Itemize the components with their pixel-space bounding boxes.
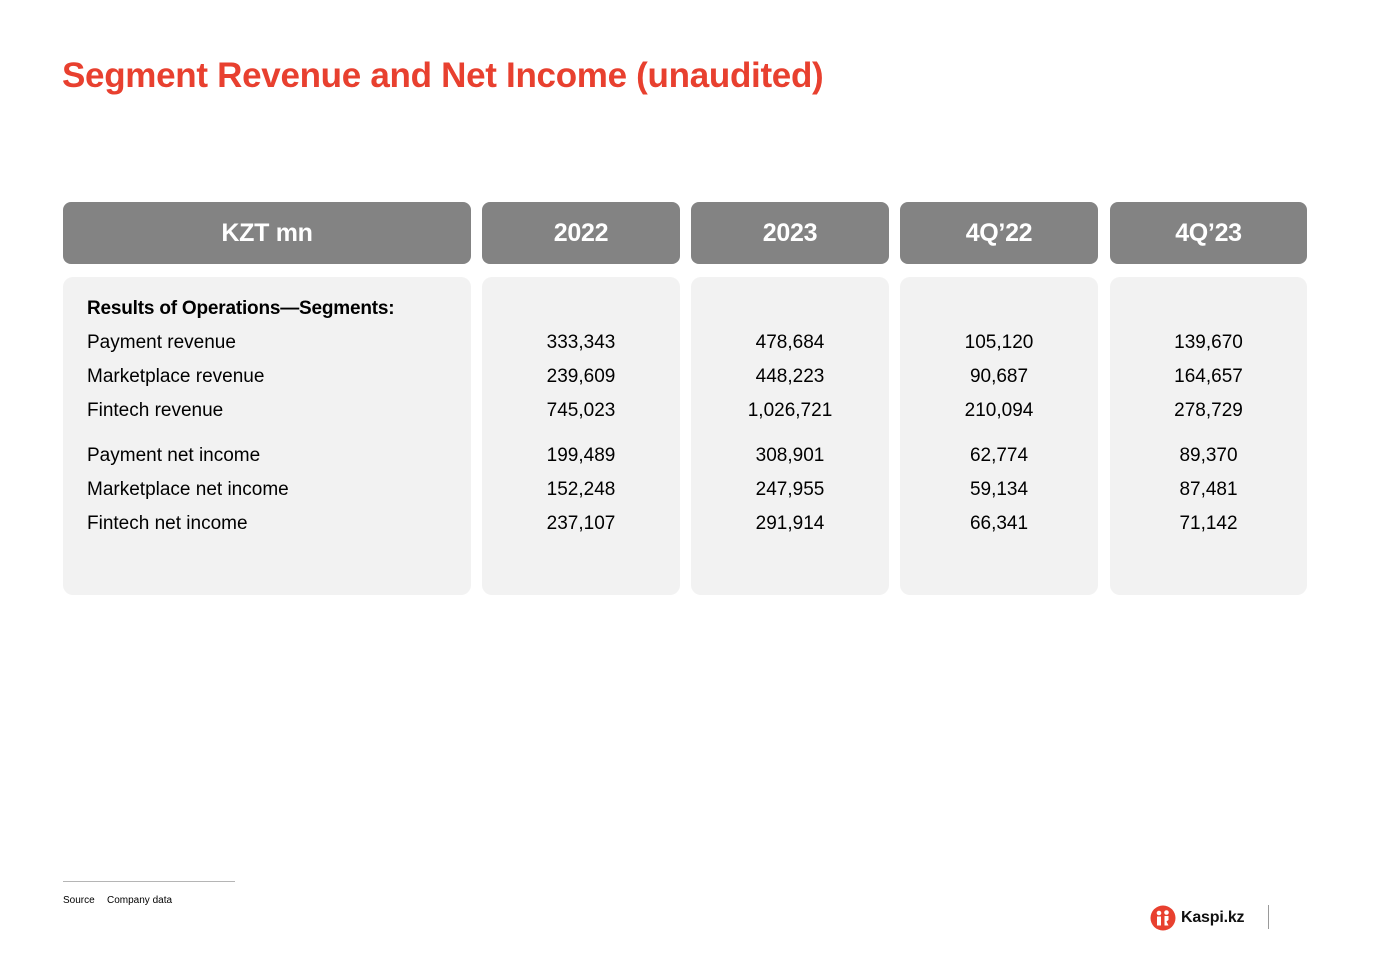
header-4q22: 4Q’22 [900, 202, 1098, 264]
table-cell: 139,670 [1174, 332, 1243, 353]
table-cell: 247,955 [755, 479, 825, 500]
table-cell: 71,142 [1179, 513, 1238, 534]
row-label: Fintech net income [87, 513, 248, 534]
footer-divider [63, 881, 235, 882]
section-label: Results of Operations—Segments: [87, 298, 395, 319]
table-cell: 745,023 [546, 400, 616, 421]
row-label: Marketplace revenue [87, 366, 265, 387]
table-cell: 105,120 [964, 332, 1034, 353]
column-panel-4q22 [900, 277, 1098, 595]
table-cell: 308,901 [755, 445, 825, 466]
table-cell: 164,657 [1174, 366, 1243, 387]
header-2023: 2023 [691, 202, 889, 264]
table-cell: 448,223 [755, 366, 825, 387]
table-cell: 59,134 [969, 479, 1029, 500]
table-cell: 62,774 [969, 445, 1029, 466]
column-panel-2023 [691, 277, 889, 595]
logo-divider [1268, 905, 1269, 929]
column-panel-2022 [482, 277, 680, 595]
table-cell: 152,248 [546, 479, 616, 500]
table-cell: 210,094 [964, 400, 1034, 421]
table-cell: 478,684 [755, 332, 825, 353]
row-label: Marketplace net income [87, 479, 289, 500]
table-cell: 291,914 [755, 513, 825, 534]
page-title: Segment Revenue and Net Income (unaudited) [62, 56, 824, 95]
row-label: Payment revenue [87, 332, 236, 353]
table-cell: 89,370 [1179, 445, 1238, 466]
logo-text: Kaspi.kz [1181, 909, 1245, 926]
row-label: Payment net income [87, 445, 261, 466]
labels-panel [63, 277, 471, 595]
table-cell: 237,107 [546, 513, 616, 534]
table-cell: 87,481 [1179, 479, 1238, 500]
header-4q23: 4Q’23 [1110, 202, 1307, 264]
kaspi-logo-icon [1150, 905, 1176, 931]
table-cell: 278,729 [1174, 400, 1243, 421]
row-label: Fintech revenue [87, 400, 224, 421]
source-value: Company data [107, 895, 173, 906]
header-units: KZT mn [63, 202, 471, 264]
table-cell: 199,489 [546, 445, 616, 466]
column-panel-4q23 [1110, 277, 1307, 595]
table-cell: 333,343 [546, 332, 616, 353]
table-cell: 1,026,721 [747, 400, 833, 421]
table-cell: 66,341 [969, 513, 1029, 534]
table-cell: 239,609 [546, 366, 616, 387]
kaspi-logo [1150, 904, 1244, 932]
source-label: Source [63, 895, 95, 906]
header-2022: 2022 [482, 202, 680, 264]
table-cell: 90,687 [969, 366, 1029, 387]
